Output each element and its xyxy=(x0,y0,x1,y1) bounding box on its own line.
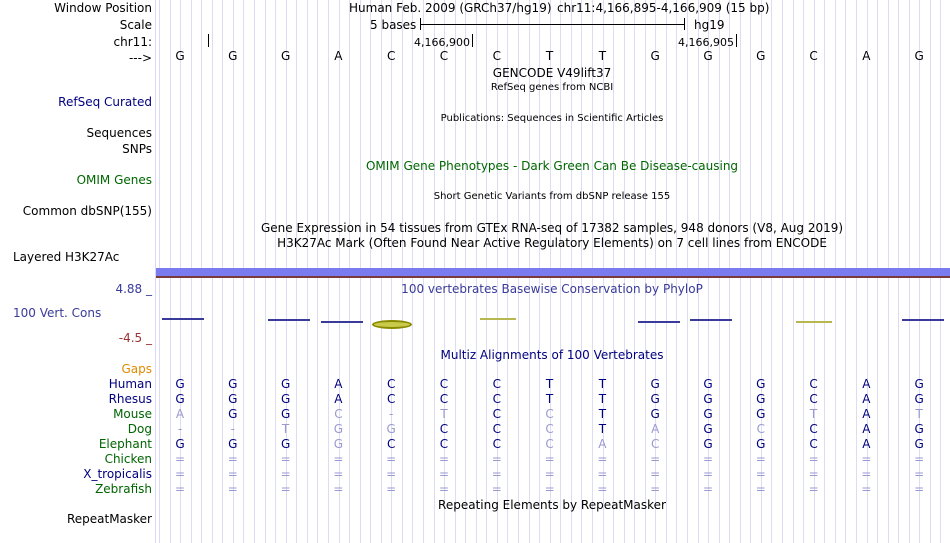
alignment-base: = xyxy=(438,452,450,466)
assembly-title: Human Feb. 2009 (GRCh37/hg19) xyxy=(349,1,552,15)
publications-track-title[interactable]: Publications: Sequences in Scientific Articles xyxy=(440,113,664,124)
species-label[interactable]: Elephant xyxy=(98,437,152,451)
ruler-tick xyxy=(472,34,473,47)
alignment-base: C xyxy=(492,422,501,436)
alignment-base: = xyxy=(861,452,872,466)
window-position-label: Window Position xyxy=(54,1,152,15)
dbsnp-track-label[interactable]: Common dbSNP(155) xyxy=(22,204,152,218)
alignment-base: G xyxy=(228,407,238,421)
alignment-base: = xyxy=(650,482,661,496)
reference-base: T xyxy=(598,49,607,63)
snps-track-label[interactable]: SNPs xyxy=(122,142,152,156)
repeatmasker-track-label[interactable]: RepeatMasker xyxy=(66,512,152,526)
cons-signal-segment xyxy=(268,319,310,321)
track-image-area[interactable] xyxy=(156,0,950,543)
cons-signal-segment xyxy=(321,321,363,323)
species-label[interactable]: X_tropicalis xyxy=(83,467,152,481)
reference-base: G xyxy=(756,49,766,63)
alignment-base: G xyxy=(175,377,185,391)
alignment-base: C xyxy=(386,437,396,451)
alignment-base: C xyxy=(809,437,818,451)
alignment-base: = xyxy=(597,452,608,466)
alignment-base: C xyxy=(492,437,501,451)
gencode-track-title[interactable]: GENCODE V49lift37 xyxy=(492,66,612,80)
alignment-base: C xyxy=(492,407,501,421)
gtex-track-title[interactable]: Gene Expression in 54 tissues from GTEx RNA-seq of 17382 samples, 948 donors (V8, Aug 2019) xyxy=(260,221,844,235)
refseq-track-title[interactable]: RefSeq genes from NCBI xyxy=(490,82,614,93)
alignment-base: T xyxy=(440,407,448,421)
alignment-base: G xyxy=(650,407,660,421)
gaps-track-label[interactable]: Gaps xyxy=(121,362,152,376)
alignment-base: T xyxy=(915,407,923,421)
alignment-base: - xyxy=(230,422,235,436)
reference-base: G xyxy=(914,49,924,63)
alignment-base: - xyxy=(389,407,394,421)
alignment-base: A xyxy=(862,407,871,421)
alignment-base: G xyxy=(650,377,660,391)
alignment-base: A xyxy=(862,377,871,391)
alignment-base: = xyxy=(280,482,291,496)
alignment-base: = xyxy=(914,467,925,481)
alignment-base: = xyxy=(808,482,819,496)
cons-track-title[interactable]: 100 vertebrates Basewise Conservation by PhyloP xyxy=(401,282,703,296)
omim-track-label[interactable]: OMIM Genes xyxy=(76,173,152,187)
alignment-base: C xyxy=(809,422,818,436)
alignment-base: G xyxy=(333,422,344,436)
alignment-base: = xyxy=(227,467,238,481)
alignment-base: = xyxy=(755,467,766,481)
species-label[interactable]: Zebrafish xyxy=(95,482,152,496)
alignment-base: T xyxy=(809,407,818,421)
alignment-base: G xyxy=(914,377,924,391)
h3k27ac-track-label[interactable]: Layered H3K27Ac xyxy=(13,250,120,264)
alignment-base: C xyxy=(545,422,554,436)
alignment-base: G xyxy=(914,392,924,406)
alignment-base: = xyxy=(280,467,291,481)
alignment-base: G xyxy=(703,392,713,406)
scale-bases-text: 5 bases xyxy=(370,18,417,32)
alignment-base: G xyxy=(228,437,238,451)
alignment-base: = xyxy=(544,467,555,481)
repeatmasker-track-title[interactable]: Repeating Elements by RepeatMasker xyxy=(438,498,666,512)
alignment-base: = xyxy=(333,452,344,466)
reference-base: C xyxy=(386,49,396,63)
alignment-base: T xyxy=(545,392,554,406)
alignment-base: C xyxy=(809,377,818,391)
strand-label: ---> xyxy=(128,51,152,65)
alignment-base: T xyxy=(598,422,607,436)
alignment-base: = xyxy=(438,482,450,496)
reference-base: G xyxy=(703,49,713,63)
alignment-base: = xyxy=(861,482,872,496)
alignment-base: = xyxy=(491,482,502,496)
reference-base: G xyxy=(228,49,238,63)
dbsnp-track-title[interactable]: Short Genetic Variants from dbSNP release 155 xyxy=(433,191,671,202)
alignment-base: C xyxy=(334,407,343,421)
alignment-base: C xyxy=(492,392,501,406)
alignment-base: G xyxy=(914,437,924,451)
cons-signal-segment xyxy=(480,318,516,320)
cons-max-label: 4.88 _ xyxy=(115,282,152,296)
omim-track-title[interactable]: OMIM Gene Phenotypes - Dark Green Can Be Disease-causing xyxy=(365,159,739,173)
alignment-base: = xyxy=(174,482,186,496)
alignment-base: G xyxy=(703,407,713,421)
scale-label: Scale xyxy=(119,18,152,32)
alignment-base: = xyxy=(386,482,397,496)
reference-base: C xyxy=(492,49,501,63)
cons-signal-segment xyxy=(796,321,832,323)
alignment-base: G xyxy=(228,377,238,391)
refseq-track-label[interactable]: RefSeq Curated xyxy=(58,95,152,109)
chromosome-label: chr11: xyxy=(113,35,152,49)
h3k27ac-track-title[interactable]: H3K27Ac Mark (Often Found Near Active Regulatory Elements) on 7 cell lines from ENCODE xyxy=(277,236,827,250)
alignment-base: = xyxy=(597,467,608,481)
sequences-track-label[interactable]: Sequences xyxy=(86,126,152,140)
alignment-base: = xyxy=(544,452,555,466)
alignment-base: A xyxy=(175,407,185,421)
alignment-base: G xyxy=(703,377,713,391)
alignment-base: G xyxy=(280,407,291,421)
alignment-base: C xyxy=(439,437,449,451)
alignment-base: = xyxy=(914,452,925,466)
alignment-base: = xyxy=(174,452,186,466)
species-label[interactable]: Rhesus xyxy=(108,392,152,406)
cons-signal-segment xyxy=(690,319,732,321)
scale-db-text: hg19 xyxy=(694,18,725,32)
alignment-base: G xyxy=(280,392,291,406)
alignment-base: G xyxy=(756,377,766,391)
alignment-base: = xyxy=(861,467,872,481)
ruler-tick xyxy=(736,34,737,47)
alignment-base: G xyxy=(333,437,344,451)
alignment-base: G xyxy=(175,392,185,406)
alignment-base: = xyxy=(914,482,925,496)
alignment-base: = xyxy=(808,467,819,481)
reference-base: G xyxy=(650,49,660,63)
alignment-base: A xyxy=(651,422,660,436)
cons-signal-segment xyxy=(162,318,204,320)
alignment-base: = xyxy=(333,482,344,496)
alignment-base: = xyxy=(702,452,714,466)
species-label[interactable]: Human xyxy=(108,377,152,391)
alignment-base: G xyxy=(756,407,766,421)
alignment-base: G xyxy=(703,437,713,451)
alignment-base: G xyxy=(703,422,713,436)
alignment-base: = xyxy=(755,482,766,496)
alignment-base: A xyxy=(862,437,871,451)
alignment-base: T xyxy=(598,392,607,406)
track-label-column xyxy=(0,0,155,543)
cons-min-label: -4.5 _ xyxy=(118,331,152,345)
alignment-base: C xyxy=(809,392,818,406)
alignment-base: = xyxy=(808,452,819,466)
reference-base: A xyxy=(862,49,871,63)
alignment-base: T xyxy=(281,422,290,436)
h3k27ac-baseline xyxy=(156,276,950,278)
species-label[interactable]: Chicken xyxy=(104,452,152,466)
alignment-base: = xyxy=(386,452,397,466)
alignment-base: G xyxy=(175,437,185,451)
alignment-base: G xyxy=(650,392,660,406)
alignment-base: = xyxy=(544,482,555,496)
alignment-base: = xyxy=(491,452,502,466)
alignment-base: A xyxy=(862,392,871,406)
cons-track-label[interactable]: 100 Vert. Cons xyxy=(13,306,102,320)
reference-base: G xyxy=(280,49,291,63)
alignment-base: C xyxy=(439,392,449,406)
alignment-base: G xyxy=(756,392,766,406)
alignment-base: = xyxy=(650,467,661,481)
alignment-base: = xyxy=(227,452,238,466)
coord-label-2: 4,166,905 xyxy=(678,36,734,49)
species-label[interactable]: Dog xyxy=(127,422,152,436)
reference-base: C xyxy=(809,49,818,63)
alignment-base: - xyxy=(177,422,183,436)
alignment-base: A xyxy=(862,422,871,436)
alignment-base: G xyxy=(228,392,238,406)
scale-bar xyxy=(420,24,684,25)
alignment-base: T xyxy=(598,407,607,421)
coord-label-1: 4,166,900 xyxy=(414,36,470,49)
alignment-base: = xyxy=(174,467,186,481)
cons-signal-segment xyxy=(638,321,680,323)
reference-base: G xyxy=(175,49,185,63)
multiz-track-title[interactable]: Multiz Alignments of 100 Vertebrates xyxy=(440,348,664,362)
alignment-base: C xyxy=(439,377,449,391)
reference-base: A xyxy=(334,49,343,63)
h3k27ac-signal-band xyxy=(156,268,950,276)
alignment-base: C xyxy=(650,437,660,451)
alignment-base: = xyxy=(755,452,766,466)
alignment-base: = xyxy=(438,467,450,481)
alignment-base: = xyxy=(650,452,661,466)
alignment-base: = xyxy=(597,482,608,496)
alignment-base: G xyxy=(914,422,924,436)
alignment-base: G xyxy=(280,377,291,391)
cons-signal-segment xyxy=(902,319,944,321)
alignment-base: = xyxy=(386,467,397,481)
alignment-base: C xyxy=(386,377,396,391)
alignment-base: C xyxy=(545,407,554,421)
species-label[interactable]: Mouse xyxy=(113,407,152,421)
alignment-base: = xyxy=(702,482,714,496)
position-text: chr11:4,166,895-4,166,909 (15 bp) xyxy=(557,1,770,15)
scale-bar-right-tick xyxy=(684,18,685,30)
alignment-base: A xyxy=(334,377,343,391)
alignment-base: C xyxy=(492,377,501,391)
reference-base: C xyxy=(439,49,449,63)
alignment-base: = xyxy=(227,482,238,496)
alignment-base: = xyxy=(491,467,502,481)
ruler-tick xyxy=(208,34,209,47)
alignment-base: G xyxy=(756,437,766,451)
alignment-base: G xyxy=(386,422,396,436)
alignment-base: = xyxy=(280,452,291,466)
cons-signal-cluster xyxy=(372,320,412,329)
alignment-base: C xyxy=(756,422,765,436)
alignment-base: = xyxy=(333,467,344,481)
alignment-base: C xyxy=(439,422,449,436)
alignment-base: C xyxy=(545,437,554,451)
alignment-base: T xyxy=(545,377,554,391)
alignment-base: G xyxy=(280,437,291,451)
alignment-base: = xyxy=(702,467,714,481)
reference-base: T xyxy=(545,49,554,63)
alignment-base: A xyxy=(334,392,343,406)
alignment-base: T xyxy=(598,377,607,391)
alignment-base: A xyxy=(598,437,607,451)
alignment-base: C xyxy=(386,392,396,406)
